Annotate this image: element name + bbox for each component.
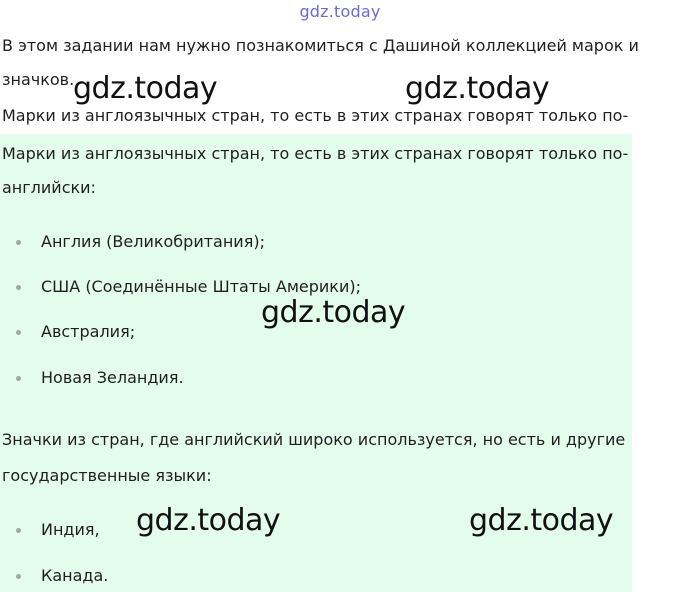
bullet-icon (16, 574, 21, 579)
header-watermark: gdz.today (299, 2, 381, 21)
stamps-heading-line-2: английски: (2, 178, 96, 197)
country-name: Англия (Великобритания); (41, 232, 265, 251)
watermark: gdz.today (73, 71, 218, 106)
country-name: Индия, (41, 520, 100, 539)
bullet-icon (16, 376, 21, 381)
stamps-heading-line-1: Марки из англоязычных стран, то есть в этих странах говорят только по- (2, 144, 629, 163)
country-name: Новая Зеландия. (41, 368, 184, 387)
bullet-icon (16, 330, 21, 335)
country-name: Австралия; (41, 322, 136, 341)
watermark: gdz.today (261, 295, 406, 330)
stamps-heading-outside: Марки из англоязычных стран, то есть в этих странах говорят только по- (2, 106, 629, 125)
country-name: США (Соединённые Штаты Америки); (41, 277, 361, 296)
intro-line-1: В этом задании нам нужно познакомиться с Дашиной коллекцией марок и (2, 36, 639, 55)
badges-heading-line-2: государственные языки: (2, 466, 212, 485)
badges-heading-line-1: Значки из стран, где английский широко используется, но есть и другие (2, 430, 626, 449)
watermark: gdz.today (405, 71, 550, 106)
bullet-icon (16, 285, 21, 290)
watermark: gdz.today (136, 503, 281, 538)
intro-line-2: значков. (2, 70, 75, 89)
country-name: Канада. (41, 566, 109, 585)
bullet-icon (16, 528, 21, 533)
bullet-icon (16, 240, 21, 245)
watermark: gdz.today (469, 503, 614, 538)
